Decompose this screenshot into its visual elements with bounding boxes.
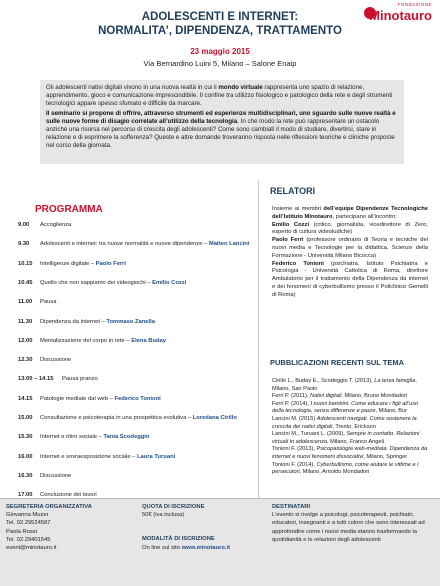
- program-time: 12.00: [18, 337, 33, 344]
- program-time: 14.15: [18, 395, 33, 402]
- registration-heading: MODALITÀ DI ISCRIZIONE: [142, 536, 215, 543]
- publication-author: Cirillo L., Buday E., Scodeggio T. (2013),: [272, 378, 375, 384]
- publication-author: Tonioni F. (2013),: [272, 446, 317, 453]
- publication-publisher: , Milano, San Paolo: [272, 378, 417, 392]
- program-text: Dipendenza da internet –: [40, 318, 107, 325]
- secretariat-line: Tel. 02.29524587: [6, 520, 51, 527]
- speakers-intro-a: Insieme ai membri: [272, 206, 324, 212]
- audience-text: L’evento si rivolge a psicologi, psicoterapeuti, psichiatri, educatori, insegnanti e a tutti coloro che sono interessati ad approfondire come i nuovi media stanno trasformando la quotidianità e le relazioni degli adolescenti: [272, 512, 425, 543]
- page-title: [60, 10, 380, 38]
- speaker-entry: [272, 237, 428, 260]
- program-speaker: Tommaso Zanella: [106, 318, 155, 325]
- program-item: [18, 434, 149, 444]
- program-text: Intelligenze digitale –: [40, 260, 96, 267]
- speaker-entry: [272, 261, 428, 300]
- event-venue: Via Bernardino Luini 5, Milano – Salone Enaip: [143, 59, 297, 68]
- publication-publisher: , Milano, Springer: [363, 453, 408, 460]
- footer-fee: [142, 503, 270, 552]
- program-text: Mentalizzazione del corpo in rete –: [40, 337, 132, 344]
- program-text: Patologie mediate dal web –: [40, 395, 115, 402]
- program-item: [18, 454, 175, 464]
- program-item: [18, 261, 126, 271]
- speaker-entry: [272, 222, 428, 238]
- program-time: 15.30: [18, 434, 33, 441]
- program-item: [18, 319, 155, 329]
- speakers-intro-c: , partecipano all’incontro:: [332, 213, 397, 220]
- speakers-title: RELATORI: [270, 186, 316, 196]
- program-time: 15.00: [18, 415, 33, 421]
- program-item: [18, 241, 249, 251]
- spacer: [142, 519, 270, 535]
- publication-publisher: , Milano, Bur: [375, 408, 407, 415]
- program-time: 10.45: [18, 279, 33, 286]
- program-speaker: Paolo Ferri: [95, 260, 127, 267]
- publication-entry: [272, 462, 428, 477]
- program-item: [18, 376, 98, 386]
- publication-publisher: , Milano, Franco Angeli: [327, 438, 384, 445]
- intro-box: [40, 80, 404, 164]
- speakers-intro-bold: dell’equipe Dipendenze Tecnologiche dell’Istituto Minotauro: [272, 206, 428, 220]
- speaker-desc: (professore ordinario di Teoria e tecniche dei nuovi media e Tecnologie per la didattica, Scienze della Formazione - Università Milano Bicocca): [272, 237, 428, 259]
- title-line-1: ADOLESCENTI E INTERNET:: [141, 11, 299, 23]
- audience-heading: DESTINATARI: [272, 504, 311, 510]
- logo: [360, 2, 432, 26]
- program-time: 11.00: [18, 299, 33, 306]
- publication-entry: [272, 401, 428, 416]
- intro-paragraph-1: [46, 84, 398, 109]
- publications-list: [272, 378, 428, 477]
- registration-text-a: On line sul sito: [142, 544, 182, 551]
- program-time: 11.30: [18, 318, 33, 325]
- program-time: 16.00: [18, 453, 33, 460]
- title-line-2: NORMALITA’, DIPENDENZA, TRATTAMENTO: [98, 25, 342, 37]
- program-item: [18, 357, 71, 367]
- publication-title: Cyberbullismo, come aiutare le vittime e i persecutori: [272, 461, 419, 476]
- program-item: [18, 415, 237, 425]
- program-item: [18, 299, 56, 309]
- publication-title: Psicopatologia web-mediata. Dipendenza da internet e nuovi fenomeni dissociativi: [272, 446, 428, 460]
- program-text: Internet e ritiro sociale –: [40, 434, 104, 441]
- publication-author: Lancini M., Turuani L. (2009),: [272, 431, 347, 438]
- header: [0, 0, 440, 80]
- publication-publisher: , Trento, Erickson: [332, 423, 376, 430]
- secretariat-heading: SEGRETERIA ORGANIZZATIVA: [6, 504, 92, 510]
- program-speaker: Loredana Cirillo: [192, 415, 237, 421]
- secretariat-line: Giovanna Muzer: [6, 512, 49, 519]
- secretariat-line: Tel. 02.29401545: [6, 536, 51, 543]
- publication-title: I nuovi bambini. Come educare i figli all’uso della tecnologia, senza differenze e paure: [272, 400, 419, 415]
- fee-value: 50€ (iva inclusa): [142, 512, 185, 519]
- fee-heading: QUOTA DI ISCRIZIONE: [142, 504, 205, 510]
- program-speaker: Laura Turuani: [137, 453, 176, 460]
- registration-website-link[interactable]: www.minotauro.it: [181, 544, 231, 551]
- program-time: 12.30: [18, 357, 33, 364]
- publication-title: La terza famiglia: [374, 378, 416, 384]
- program-time: 16.30: [18, 472, 33, 479]
- program-text: Pausa pranzo: [62, 376, 98, 383]
- logo-name: Minotauro: [369, 8, 432, 23]
- speaker-desc: (critico, giornalista, vicedirettore di Zero, esperto di cultura videoludiche): [272, 221, 429, 236]
- program-item: [18, 338, 166, 348]
- program-title: PROGRAMMA: [35, 204, 103, 215]
- publication-author: Tonioni F. (2014),: [272, 461, 317, 468]
- footer: [0, 498, 440, 586]
- intro-p2-bold: Il seminario si propone di offrire, attraverso strumenti ed esperienze multidisciplinari, uno sguardo sulle nuove realtà e sulle nuove forme di disagio correlate all’utilizzo della tecnologia: [46, 109, 396, 125]
- program-item: [18, 222, 71, 232]
- publication-author: Ferri P. (2014),: [272, 400, 311, 407]
- intro-p1-text-c: rappresenta uno spazio di relazione, apprendimento, gioco e comunicazione imprescindibile. Il confine tra utilizzo fisiologico e patologico della rete e degli strumenti tecnologici appare spesso sfumato e difficile da marcare.: [46, 84, 393, 108]
- program-text: Accoglienza: [40, 222, 72, 228]
- program-text: Adolescenti e internet: tra nuove normalità e nuove dipendenze –: [40, 241, 209, 248]
- program-speaker: Matteo Lancini: [208, 241, 250, 248]
- program-item: [18, 473, 71, 483]
- speaker-desc: (psichiatra, Istituto Psichiatria e Psicologia - Università Cattolica di Roma, direttore Ambulatorio per il trattamento della Dipendenza da internet e dei fenomeni di cyberbullismo presso il Policlinico Gemelli di Roma): [272, 260, 428, 298]
- publication-title: Nativi digitali: [310, 393, 342, 400]
- intro-p1-text-a: Gli adolescenti nativi digitali vivono in una nuova realtà in cui il: [46, 84, 219, 91]
- program-item: [18, 280, 186, 290]
- program-text: Discussione: [40, 472, 72, 479]
- speakers-body: [272, 206, 428, 300]
- program-text: Pausa: [40, 299, 57, 306]
- program-time: 10.15: [18, 260, 33, 267]
- logo-small-text: FONDAZIONE: [397, 2, 432, 7]
- intro-paragraph-2: [46, 110, 398, 151]
- publication-entry: [272, 446, 428, 461]
- footer-audience: [272, 503, 434, 544]
- program-text: Consultazione e psicoterapia in una prospettiva evolutiva –: [40, 415, 193, 421]
- secretariat-email-link[interactable]: event@minotauro.it: [6, 545, 57, 552]
- program-time: 13.00 – 14.15: [18, 376, 54, 383]
- publication-entry: [272, 416, 428, 431]
- program-speaker: Tania Scodeggio: [103, 434, 150, 441]
- program-speaker: Emilio Cozzi: [152, 279, 187, 286]
- program-time: 9.30: [18, 241, 30, 248]
- program-time: 17.00: [18, 492, 33, 499]
- publication-author: Lancini M. (2015): [272, 415, 317, 422]
- program-time: 9.00: [18, 222, 30, 228]
- program-speaker: Federico Tonioni: [114, 395, 161, 402]
- publication-publisher: , Milano, Bruno Mondadori: [341, 393, 408, 400]
- speaker-name: Federico Tonioni: [272, 260, 324, 267]
- publication-author: Ferri P. (2011),: [272, 393, 311, 400]
- publication-entry: [272, 393, 428, 401]
- publication-title: Sempre in contatto. Relazioni virtuali in adolescenza: [272, 431, 420, 445]
- column-divider: [258, 180, 259, 498]
- program-text: Internet e sovraesposizione sociale –: [40, 453, 137, 460]
- speaker-name: Paolo Ferri: [272, 237, 304, 244]
- speakers-intro: [272, 206, 428, 222]
- publications-title: PUBBLICAZIONI RECENTI SUL TEMA: [270, 358, 405, 367]
- secretariat-line: Paola Rossi: [6, 528, 37, 535]
- intro-p2-text: . In che modo la rete può rappresentare un ostacolo anziché una risorsa nel percorso di crescita degli adolescenti? Come sono cambiati il modo di studiare, divertirsi, stare in relazione e di esprimere la sofferenza? Queste e altre domande troveranno risposta nelle riflessioni teoriche e cliniche proposte nel corso della giornata.: [46, 117, 395, 150]
- publication-title: Adolescenti navigati. Come sostenere la crescita dei nativi digitali: [272, 415, 417, 430]
- footer-secretariat: [6, 503, 136, 552]
- registration-text: [142, 544, 270, 552]
- speaker-name: Emilio Cozzi: [272, 221, 310, 228]
- program-text: Discussione: [40, 357, 72, 364]
- publication-entry: [272, 431, 428, 446]
- publication-entry: [272, 378, 428, 393]
- program-text: Conclusione dei lavori: [40, 492, 97, 499]
- publication-publisher: , Milano, Arnoldo Mondadori: [299, 469, 370, 476]
- program-speaker: Elena Buday: [131, 337, 166, 344]
- program-text: Quello che non sappiamo dei videogiochi –: [40, 279, 153, 286]
- intro-p1-bold: mondo virtuale: [218, 84, 263, 91]
- program-item: [18, 396, 161, 406]
- event-date: 23 maggio 2015: [190, 47, 250, 56]
